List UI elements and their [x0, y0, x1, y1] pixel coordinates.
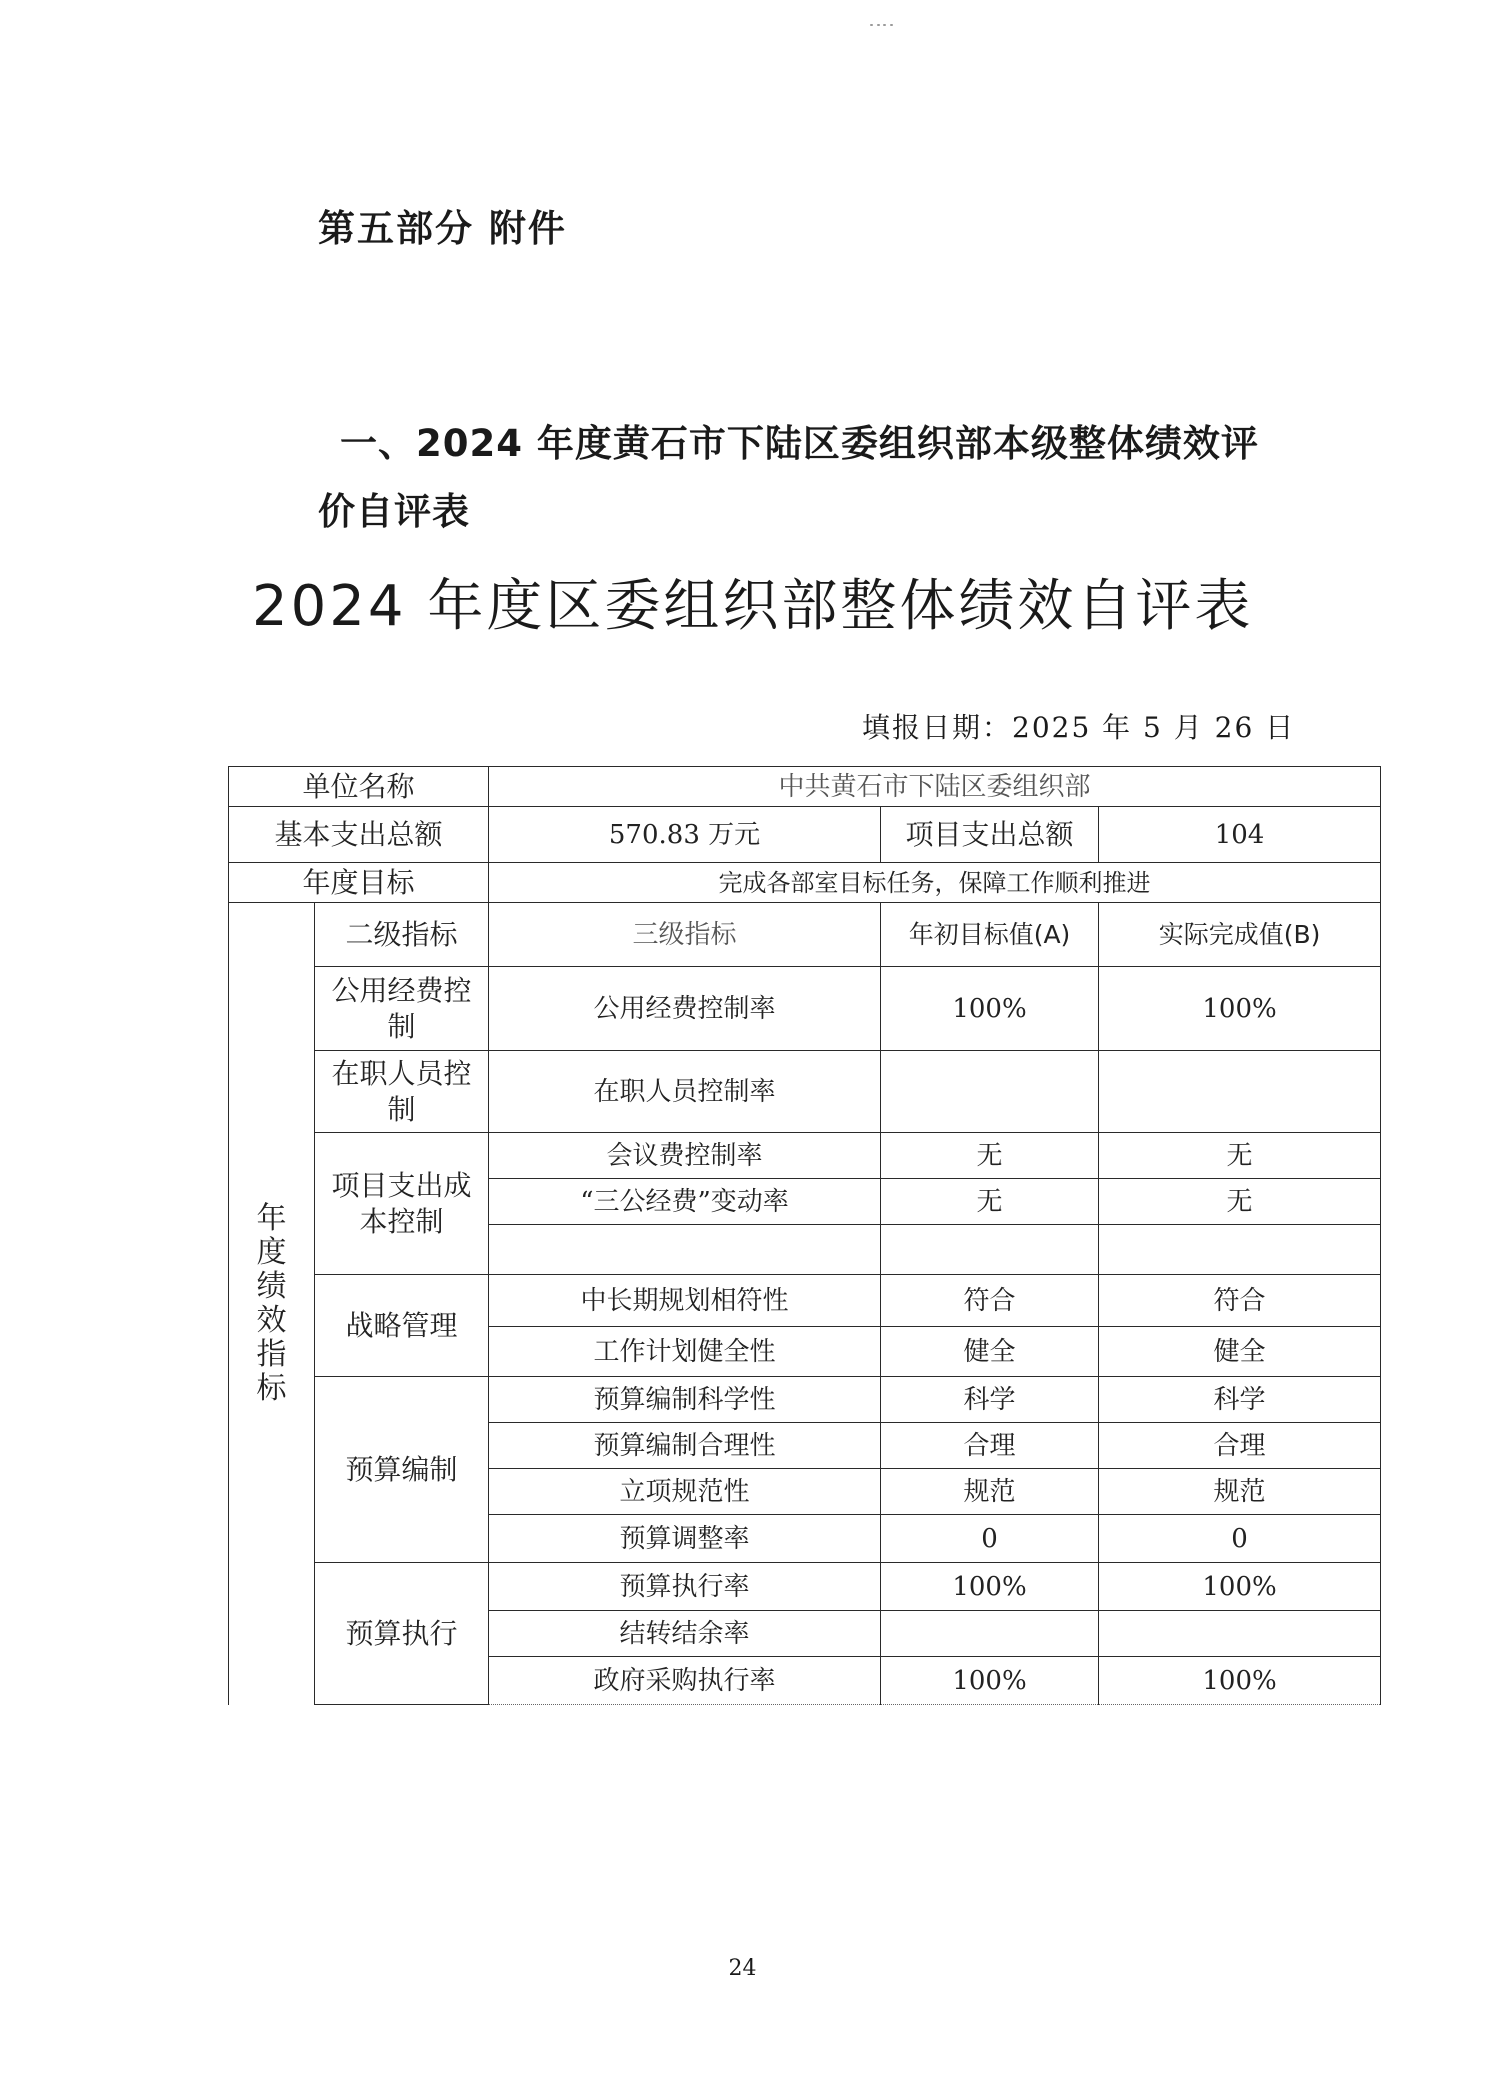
project-expense-value: 104 [1099, 807, 1381, 863]
level3-indicator [489, 1225, 881, 1275]
level3-indicator: 中长期规划相符性 [489, 1275, 881, 1327]
actual-value: 无 [1099, 1179, 1381, 1225]
target-value [881, 1051, 1099, 1133]
indicator-row [229, 1133, 1381, 1179]
actual-value: 100% [1099, 1657, 1381, 1705]
target-value: 100% [881, 967, 1099, 1051]
target-value: 100% [881, 1563, 1099, 1611]
level3-indicator: 工作计划健全性 [489, 1327, 881, 1377]
target-value: 无 [881, 1133, 1099, 1179]
level2-budget-prep: 预算编制 [315, 1377, 489, 1563]
actual-value [1099, 1225, 1381, 1275]
level3-indicator: “三公经费”变动率 [489, 1179, 881, 1225]
annual-performance-indicator-text: 年度绩效指标 [256, 1200, 287, 1406]
annual-goal-value: 完成各部室目标任务，保障工作顺利推进 [489, 863, 1381, 903]
target-value: 规范 [881, 1469, 1099, 1515]
actual-value [1099, 1611, 1381, 1657]
level3-indicator: 在职人员控制率 [489, 1051, 881, 1133]
target-value: 健全 [881, 1327, 1099, 1377]
actual-value [1099, 1051, 1381, 1133]
actual-value: 合理 [1099, 1423, 1381, 1469]
unit-name-label: 单位名称 [229, 767, 489, 807]
target-value: 无 [881, 1179, 1099, 1225]
level3-indicator: 预算执行率 [489, 1563, 881, 1611]
annual-goal-row [229, 863, 1381, 903]
actual-value: 规范 [1099, 1469, 1381, 1515]
level3-indicator: 会议费控制率 [489, 1133, 881, 1179]
document-title: 2024 年度区委组织部整体绩效自评表 [252, 574, 1254, 639]
actual-value: 科学 [1099, 1377, 1381, 1423]
actual-value: 健全 [1099, 1327, 1381, 1377]
self-evaluation-table [228, 766, 1381, 1705]
actual-value: 0 [1099, 1515, 1381, 1563]
actual-value: 无 [1099, 1133, 1381, 1179]
header-level2: 二级指标 [315, 903, 489, 967]
level2-public-expense: 公用经费控制 [315, 967, 489, 1051]
target-value [881, 1611, 1099, 1657]
basic-expense-label: 基本支出总额 [229, 807, 489, 863]
unit-name-row [229, 767, 1381, 807]
indicator-row [229, 1563, 1381, 1611]
target-value: 科学 [881, 1377, 1099, 1423]
level2-strategy: 战略管理 [315, 1275, 489, 1377]
unit-name-value: 中共黄石市下陆区委组织部 [489, 767, 1381, 807]
header-target: 年初目标值(A) [881, 903, 1099, 967]
indicator-row [229, 1275, 1381, 1327]
actual-value: 100% [1099, 1563, 1381, 1611]
level3-indicator: 立项规范性 [489, 1469, 881, 1515]
indicator-header-row [229, 903, 1381, 967]
target-value: 符合 [881, 1275, 1099, 1327]
level2-project-cost: 项目支出成本控制 [315, 1133, 489, 1275]
level3-indicator: 预算编制合理性 [489, 1423, 881, 1469]
target-value: 合理 [881, 1423, 1099, 1469]
actual-value: 符合 [1099, 1275, 1381, 1327]
level3-indicator: 预算编制科学性 [489, 1377, 881, 1423]
annual-performance-indicator-label [229, 903, 315, 1705]
level3-indicator: 公用经费控制率 [489, 967, 881, 1051]
level3-indicator: 预算调整率 [489, 1515, 881, 1563]
target-value [881, 1225, 1099, 1275]
actual-value: 100% [1099, 967, 1381, 1051]
target-value: 0 [881, 1515, 1099, 1563]
level2-budget-exec: 预算执行 [315, 1563, 489, 1705]
header-actual: 实际完成值(B) [1099, 903, 1381, 967]
level2-staff: 在职人员控制 [315, 1051, 489, 1133]
indicator-row [229, 1051, 1381, 1133]
fill-date: 填报日期：2025 年 5 月 26 日 [862, 711, 1296, 744]
level3-indicator: 结转结余率 [489, 1611, 881, 1657]
target-value: 100% [881, 1657, 1099, 1705]
part-heading: 第五部分 附件 [318, 207, 567, 250]
page-number: 24 [728, 1956, 757, 1981]
indicator-row [229, 1377, 1381, 1423]
level3-indicator: 政府采购执行率 [489, 1657, 881, 1705]
header-level3: 三级指标 [489, 903, 881, 967]
section-heading [318, 410, 1318, 546]
section-heading-line-2: 价自评表 [318, 490, 470, 533]
basic-expense-value: 570.83 万元 [489, 807, 881, 863]
indicator-row [229, 967, 1381, 1051]
project-expense-label: 项目支出总额 [881, 807, 1099, 863]
section-heading-line-1: 一、2024 年度黄石市下陆区委组织部本级整体绩效评 [340, 422, 1259, 465]
expense-row [229, 807, 1381, 863]
annual-goal-label: 年度目标 [229, 863, 489, 903]
scan-speck [870, 24, 898, 27]
